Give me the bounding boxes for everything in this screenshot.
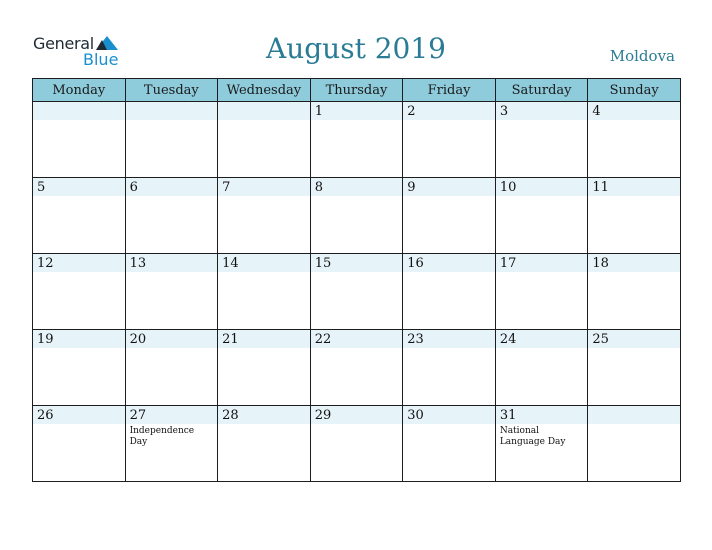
holiday-label: National Language Day xyxy=(499,426,566,447)
day-number: 7 xyxy=(222,180,231,195)
day-number-band xyxy=(496,330,588,348)
day-number-band xyxy=(218,102,310,120)
page-title: August 2019 xyxy=(266,32,446,65)
weekday-header: Monday xyxy=(33,79,126,102)
day-number: 22 xyxy=(314,332,332,347)
day-number-band xyxy=(311,254,403,272)
day-number-band xyxy=(126,254,218,272)
day-cell xyxy=(125,102,218,178)
weekday-header: Sunday xyxy=(588,79,681,102)
day-number: 19 xyxy=(37,332,54,347)
day-number-band xyxy=(311,330,403,348)
day-number: 25 xyxy=(592,332,609,347)
day-cell xyxy=(125,406,218,482)
day-cell xyxy=(310,102,403,178)
day-number: 8 xyxy=(314,180,323,195)
weekday-header: Wednesday xyxy=(218,79,311,102)
day-number: 30 xyxy=(407,408,424,423)
day-cell xyxy=(33,102,126,178)
day-cell xyxy=(218,406,311,482)
day-number: 10 xyxy=(499,180,517,195)
day-cell xyxy=(33,406,126,482)
day-cell xyxy=(218,254,311,330)
day-cell xyxy=(588,178,681,254)
day-cell xyxy=(495,102,588,178)
day-number: 3 xyxy=(499,104,509,119)
day-number-band xyxy=(496,102,588,120)
calendar-grid xyxy=(32,78,681,482)
day-number: 14 xyxy=(222,256,239,271)
day-number-band xyxy=(588,178,680,196)
day-number-band xyxy=(126,102,218,120)
day-cell xyxy=(125,330,218,406)
day-cell xyxy=(218,330,311,406)
weekday-header: Thursday xyxy=(310,79,403,102)
day-number-band xyxy=(588,330,680,348)
day-cell xyxy=(495,254,588,330)
day-number-band xyxy=(33,406,125,424)
day-number-band xyxy=(588,406,680,424)
day-cell xyxy=(495,178,588,254)
day-number-band xyxy=(588,102,680,120)
day-number-band xyxy=(496,406,588,424)
day-cell xyxy=(125,254,218,330)
week-row xyxy=(33,254,681,330)
day-cell xyxy=(125,178,218,254)
day-number-band xyxy=(218,254,310,272)
day-cell xyxy=(588,406,681,482)
day-number: 24 xyxy=(499,332,517,347)
day-number-band xyxy=(403,330,495,348)
day-number-band xyxy=(126,178,218,196)
day-number-band xyxy=(218,178,310,196)
day-number: 26 xyxy=(37,408,54,423)
day-number: 11 xyxy=(592,180,609,195)
day-number: 12 xyxy=(37,256,54,271)
weekday-header: Friday xyxy=(403,79,496,102)
country-label: Moldova xyxy=(609,47,675,65)
day-cell xyxy=(33,254,126,330)
day-cell xyxy=(403,102,496,178)
holiday-label: Independence Day xyxy=(129,426,195,447)
day-number: 16 xyxy=(407,256,424,271)
day-number-band xyxy=(403,406,495,424)
day-number-band xyxy=(33,178,125,196)
day-number-band xyxy=(311,178,403,196)
day-cell xyxy=(588,254,681,330)
day-number: 27 xyxy=(129,408,147,423)
day-number: 13 xyxy=(129,256,147,271)
day-cell xyxy=(403,254,496,330)
day-number-band xyxy=(33,102,125,120)
day-number: 29 xyxy=(314,408,332,423)
day-number-band xyxy=(33,254,125,272)
day-number-band xyxy=(218,330,310,348)
day-number-band xyxy=(126,330,218,348)
week-row xyxy=(33,102,681,178)
day-number: 21 xyxy=(222,332,239,347)
weekday-header: Saturday xyxy=(495,79,588,102)
day-number-band xyxy=(33,330,125,348)
day-cell xyxy=(310,330,403,406)
day-number: 15 xyxy=(314,256,332,271)
day-number-band xyxy=(311,102,403,120)
day-number: 5 xyxy=(37,180,46,195)
day-number: 6 xyxy=(129,180,138,195)
day-number: 23 xyxy=(407,332,424,347)
logo-word-blue: Blue xyxy=(83,50,119,69)
day-number-band xyxy=(126,406,218,424)
week-row xyxy=(33,178,681,254)
day-cell xyxy=(588,102,681,178)
day-number-band xyxy=(588,254,680,272)
day-number: 28 xyxy=(222,408,239,423)
day-number-band xyxy=(403,254,495,272)
day-number: 18 xyxy=(592,256,609,271)
day-cell xyxy=(218,102,311,178)
day-cell xyxy=(403,178,496,254)
weekday-header-row xyxy=(33,79,681,102)
day-cell xyxy=(33,178,126,254)
day-cell xyxy=(310,178,403,254)
day-cell xyxy=(403,406,496,482)
day-number: 4 xyxy=(592,104,601,119)
day-cell xyxy=(310,406,403,482)
day-number: 1 xyxy=(314,104,323,119)
weekday-header: Tuesday xyxy=(125,79,218,102)
day-number: 17 xyxy=(499,256,517,271)
day-number: 20 xyxy=(129,332,147,347)
day-number: 31 xyxy=(499,408,517,423)
day-number: 2 xyxy=(407,104,416,119)
day-cell xyxy=(218,178,311,254)
day-number-band xyxy=(218,406,310,424)
day-cell xyxy=(403,330,496,406)
day-number: 9 xyxy=(407,180,416,195)
week-row xyxy=(33,406,681,482)
day-cell xyxy=(588,330,681,406)
day-number-band xyxy=(311,406,403,424)
week-row xyxy=(33,330,681,406)
day-number-band xyxy=(403,102,495,120)
day-number-band xyxy=(496,178,588,196)
day-number-band xyxy=(496,254,588,272)
logo-word-general: General xyxy=(33,34,94,53)
day-cell xyxy=(310,254,403,330)
day-number-band xyxy=(403,178,495,196)
day-cell xyxy=(495,330,588,406)
day-cell xyxy=(495,406,588,482)
day-cell xyxy=(33,330,126,406)
